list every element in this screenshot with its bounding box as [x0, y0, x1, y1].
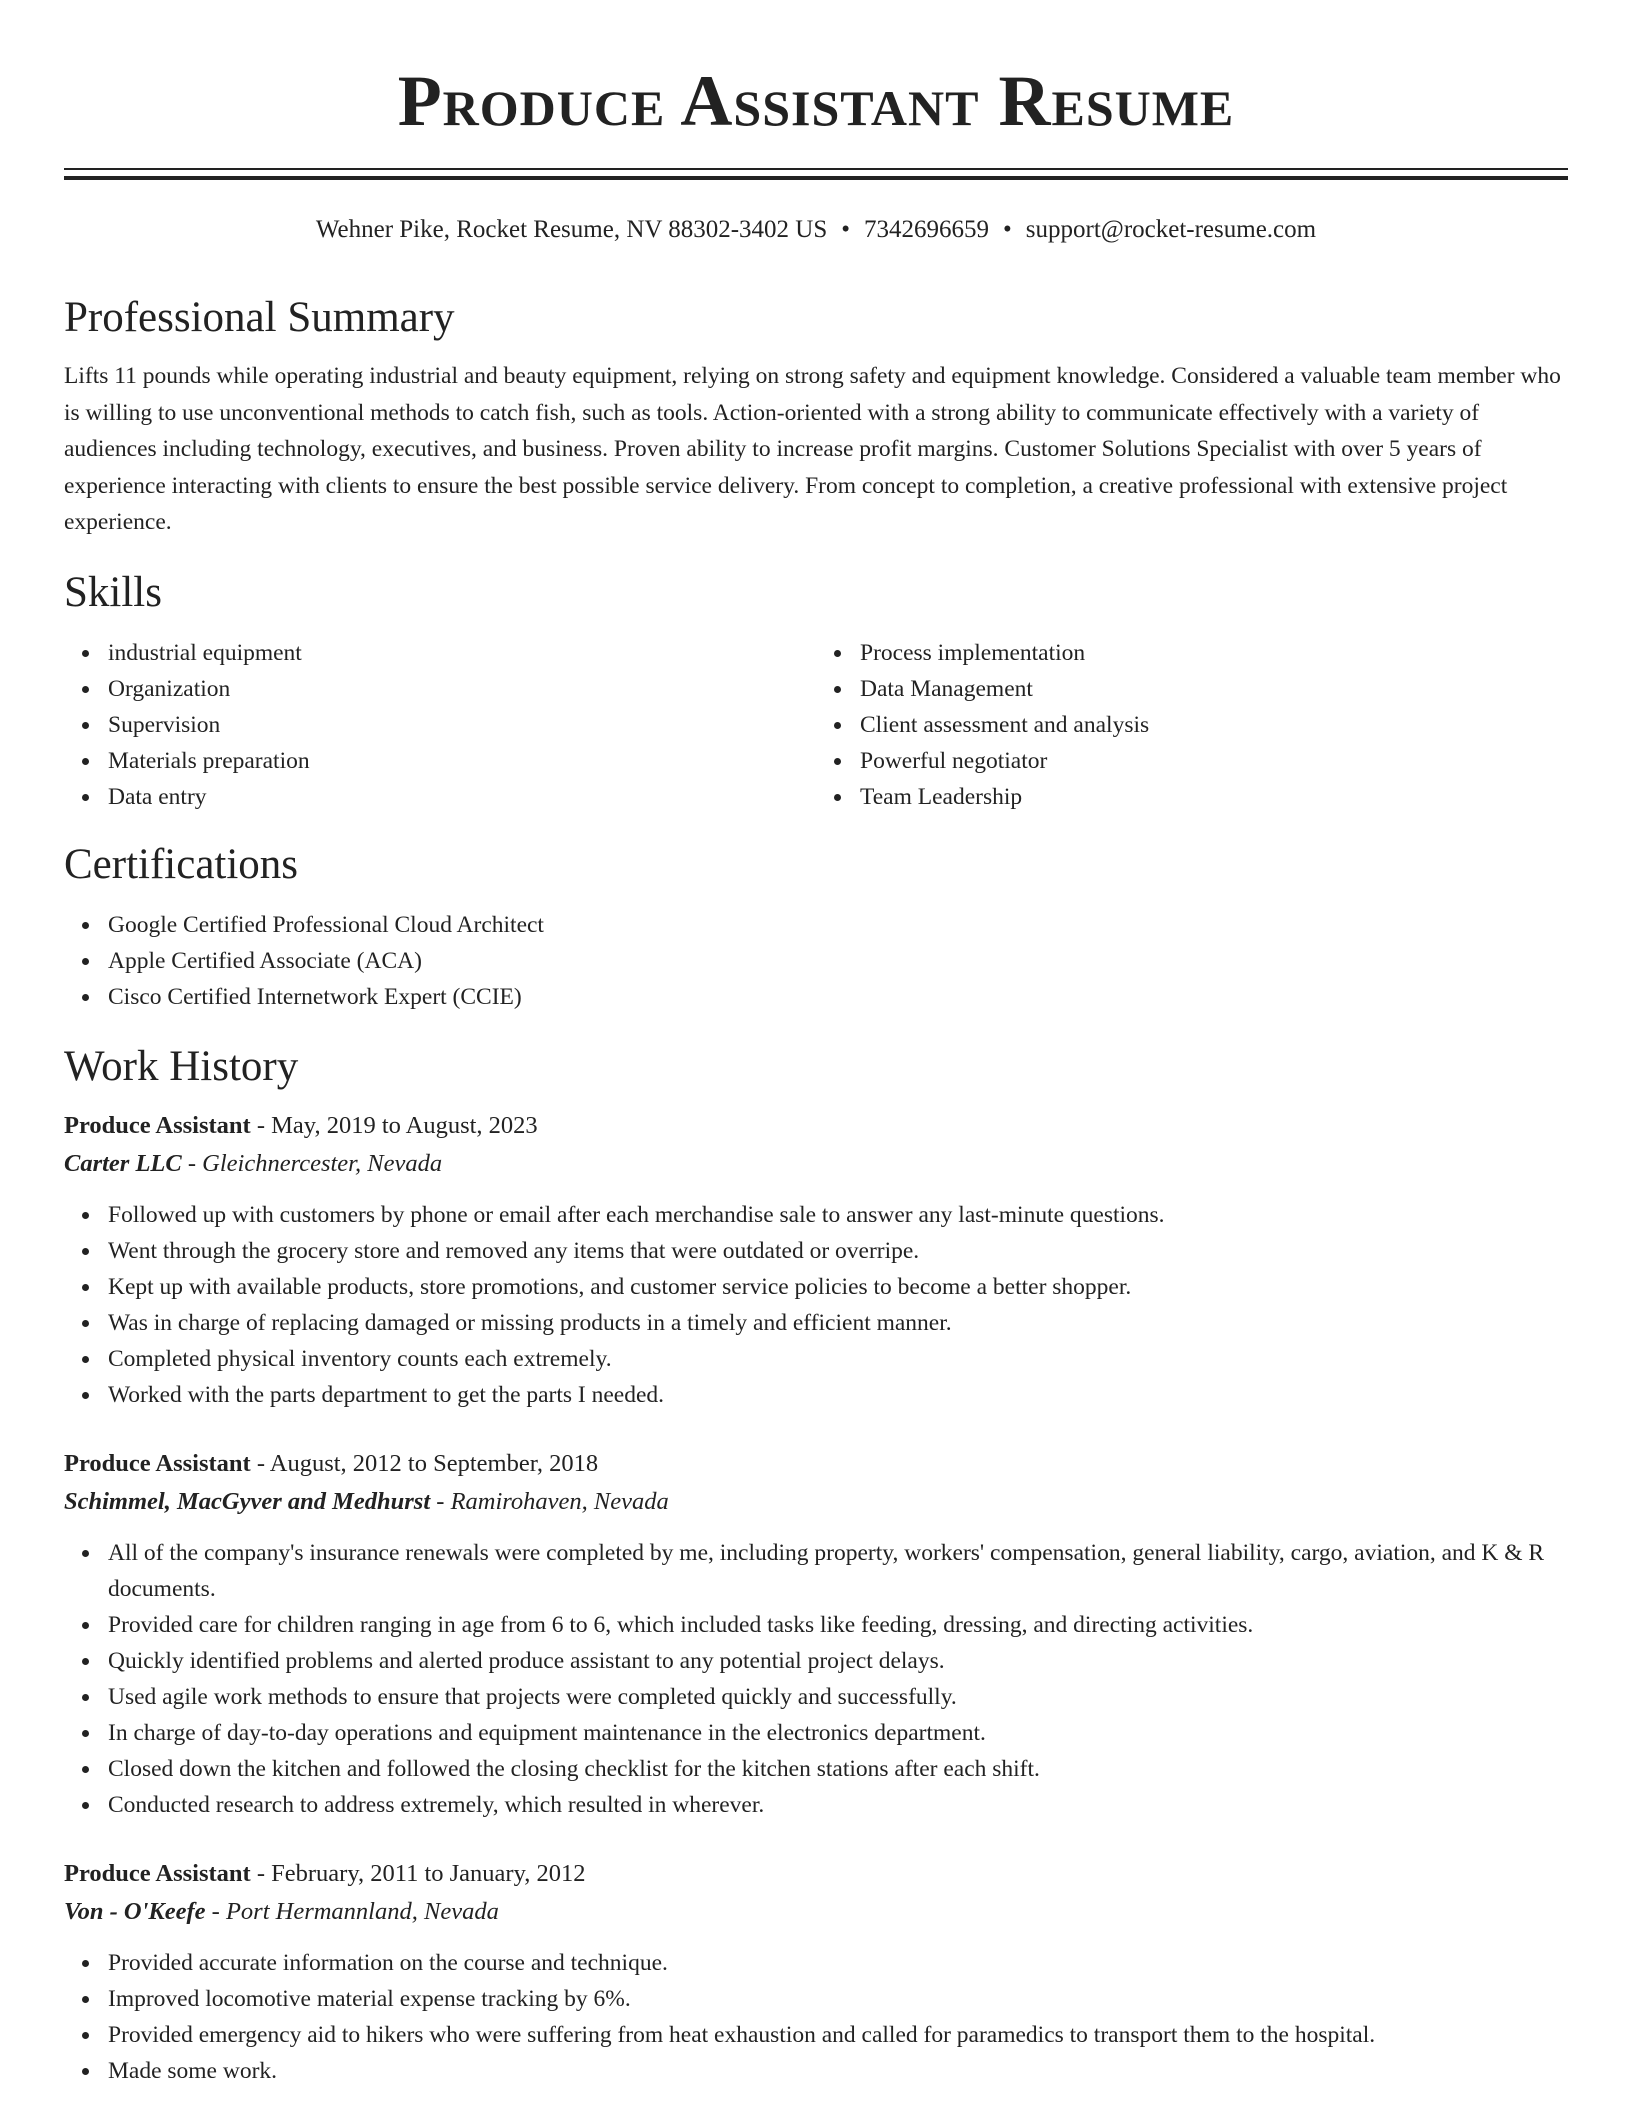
job-bullet: Completed physical inventory counts each extremely.: [108, 1341, 1568, 1377]
contact-address: Wehner Pike, Rocket Resume, NV 88302-3402 US: [315, 216, 828, 243]
title-double-rule: [64, 168, 1568, 180]
job-bullet: Followed up with customers by phone or email after each merchandise sale to answer any last-minute questions.: [108, 1197, 1568, 1233]
job-header: [64, 1107, 1568, 1145]
skill-item: Process implementation: [860, 635, 1568, 671]
certification-item: Cisco Certified Internetwork Expert (CCIE): [108, 979, 1568, 1015]
job-bullet: Provided emergency aid to hikers who were suffering from heat exhaustion and called for paramedics to transport them to the hospital.: [108, 2017, 1568, 2053]
job-location: - Ramirohaven, Nevada: [430, 1487, 669, 1515]
job-bullet: Made some work.: [108, 2053, 1568, 2089]
resume-title: Produce Assistant Resume: [397, 61, 1235, 141]
contact-line: [64, 214, 1568, 246]
skills-list-right: [816, 635, 1568, 815]
job-dates: - February, 2011 to January, 2012: [250, 1859, 586, 1887]
job-role: Produce Assistant: [64, 1111, 251, 1139]
skill-item: Team Leadership: [860, 779, 1568, 815]
summary-text: Lifts 11 pounds while operating industrial and beauty equipment, relying on strong safety and equipment knowledge. Considered a valuable team member who is willing to use unconventional methods to catch fish, such as tools. Action-oriented with a strong ability to communicate effectively with a variety of audiences including technology, executives, and business. Proven ability to increase profit margins. Customer Solutions Specialist with over 5 years of experience interacting with clients to ensure the best possible service delivery. From concept to completion, a creative professional with extensive project experience.: [64, 363, 1561, 535]
job-bullet: All of the company's insurance renewals were completed by me, including property, workers' compensation, general liability, cargo, aviation, and K & R documents.: [108, 1535, 1568, 1607]
job-bullet: Kept up with available products, store promotions, and customer service policies to become a better shopper.: [108, 1269, 1568, 1305]
job-company-line: [64, 1893, 1568, 1931]
certification-item: Google Certified Professional Cloud Architect: [108, 907, 1568, 943]
job-bullet: Quickly identified problems and alerted produce assistant to any potential project delays.: [108, 1643, 1568, 1679]
contact-separator: •: [841, 216, 851, 243]
job-bullet: Went through the grocery store and removed any items that were outdated or overripe.: [108, 1233, 1568, 1269]
job-dates: - May, 2019 to August, 2023: [250, 1111, 538, 1139]
job-company-line: [64, 1483, 1568, 1521]
job-entry: [64, 1445, 1568, 1823]
job-location: - Gleichnercester, Nevada: [181, 1149, 443, 1177]
job-company-line: [64, 1145, 1568, 1183]
contact-phone: 7342696659: [864, 216, 990, 243]
certifications-heading: Certifications: [64, 840, 299, 888]
job-company: Von - O'Keefe: [64, 1897, 206, 1925]
job-role: Produce Assistant: [64, 1449, 251, 1477]
skills-columns: [64, 635, 1568, 815]
certifications-list: [64, 907, 1568, 1015]
contact-email: support@rocket-resume.com: [1025, 216, 1317, 243]
job-bullet: Conducted research to address extremely, which resulted in wherever.: [108, 1787, 1568, 1823]
job-bullet: In charge of day-to-day operations and equipment maintenance in the electronics department.: [108, 1715, 1568, 1751]
job-location: - Port Hermannland, Nevada: [205, 1897, 499, 1925]
job-bullet: Worked with the parts department to get the parts I needed.: [108, 1377, 1568, 1413]
job-bullets: [64, 1535, 1568, 1823]
job-bullet: Used agile work methods to ensure that projects were completed quickly and successfully.: [108, 1679, 1568, 1715]
skill-item: Supervision: [108, 707, 816, 743]
skill-item: Organization: [108, 671, 816, 707]
job-dates: - August, 2012 to September, 2018: [250, 1449, 599, 1477]
job-role: Produce Assistant: [64, 1859, 251, 1887]
skills-heading: Skills: [64, 568, 162, 616]
skill-item: industrial equipment: [108, 635, 816, 671]
skill-item: Data entry: [108, 779, 816, 815]
job-company: Carter LLC: [64, 1149, 182, 1177]
skills-list-left: [64, 635, 816, 815]
job-bullet: Improved locomotive material expense tracking by 6%.: [108, 1981, 1568, 2017]
job-bullet: Provided care for children ranging in age from 6 to 6, which included tasks like feeding, dressing, and directing activities.: [108, 1607, 1568, 1643]
skill-item: Data Management: [860, 671, 1568, 707]
job-entry: [64, 1107, 1568, 1413]
summary-heading: Professional Summary: [64, 294, 455, 341]
job-company: Schimmel, MacGyver and Medhurst: [64, 1487, 431, 1515]
contact-separator: •: [1003, 216, 1012, 243]
job-header: [64, 1855, 1568, 1893]
job-bullets: [64, 1197, 1568, 1413]
job-entry: [64, 1855, 1568, 2089]
skill-item: Client assessment and analysis: [860, 707, 1568, 743]
skill-item: Materials preparation: [108, 743, 816, 779]
work-history-heading: Work History: [64, 1042, 299, 1090]
job-bullet: Closed down the kitchen and followed the closing checklist for the kitchen stations after each shift.: [108, 1751, 1568, 1787]
job-bullet: Was in charge of replacing damaged or missing products in a timely and efficient manner.: [108, 1305, 1568, 1341]
job-bullets: [64, 1945, 1568, 2089]
skill-item: Powerful negotiator: [860, 743, 1568, 779]
certification-item: Apple Certified Associate (ACA): [108, 943, 1568, 979]
job-header: [64, 1445, 1568, 1483]
job-bullet: Provided accurate information on the course and technique.: [108, 1945, 1568, 1981]
